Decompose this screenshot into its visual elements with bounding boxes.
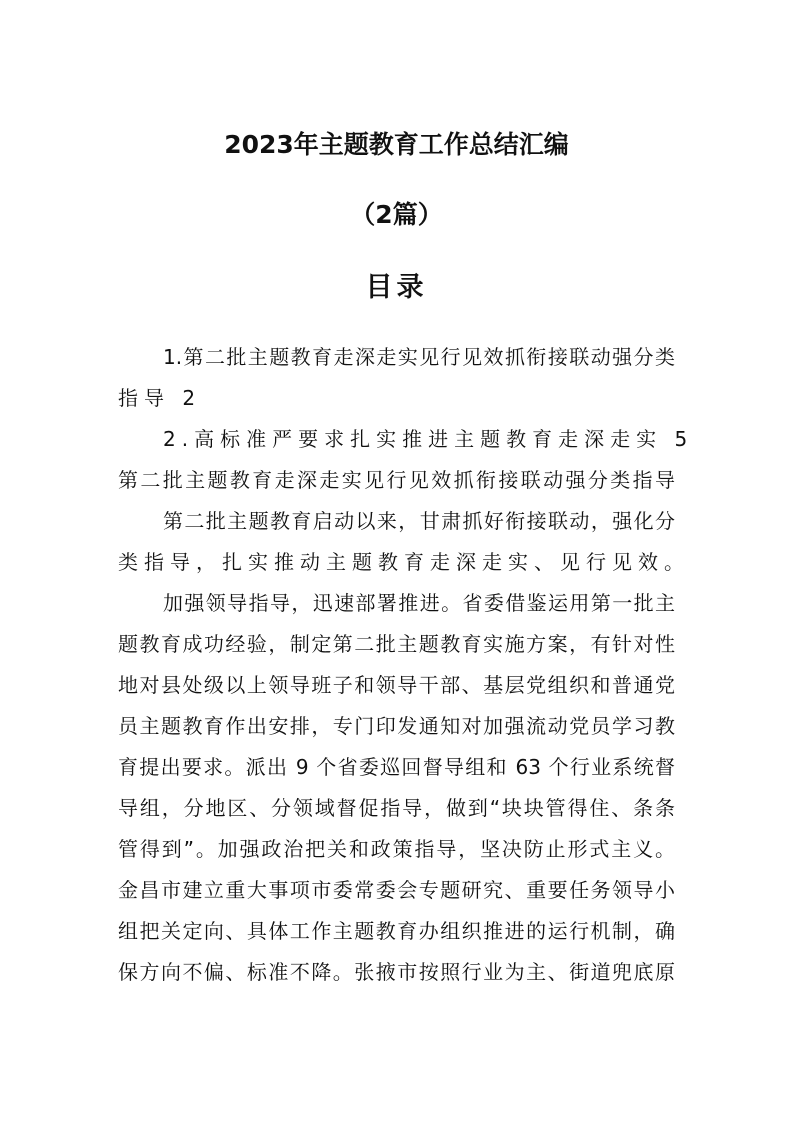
paragraph-line: 管得到”。加强政治把关和政策指导，坚决防止形式主义。 xyxy=(118,837,675,861)
paragraph-line: 金昌市建立重大事项市委常委会专题研究、重要任务领导小 xyxy=(118,878,675,902)
section-heading: 第二批主题教育走深走实见行见效抓衔接联动强分类指导 xyxy=(118,468,675,492)
paragraph-line: 第二批主题教育启动以来，甘肃抓好衔接联动，强化分 xyxy=(163,509,675,533)
toc-entry: 2.高标准严要求扎实推进主题教育走深走实 5 xyxy=(163,427,694,451)
paragraph-line: 员主题教育作出安排，专门印发通知对加强流动党员学习教 xyxy=(118,714,675,738)
document-title: 2023年主题教育工作总结汇编 xyxy=(224,130,569,159)
paragraph-line: 导组，分地区、分领域督促指导，做到“块块管得住、条条 xyxy=(118,796,675,820)
paragraph-line: 加强领导指导，迅速部署推进。省委借鉴运用第一批主 xyxy=(163,591,675,615)
paragraph-line: 类指导，扎实推动主题教育走深走实、见行见效。 xyxy=(118,550,690,574)
toc-entry: 1.第二批主题教育走深走实见行见效抓衔接联动强分类 xyxy=(163,345,675,369)
toc-entry: 指导 2 xyxy=(118,386,202,410)
toc-heading: 目录 xyxy=(365,272,428,303)
paragraph-line: 育提出要求。派出 9 个省委巡回督导组和 63 个行业系统督 xyxy=(118,755,675,779)
paragraph-line: 地对县处级以上领导班子和领导干部、基层党组织和普通党 xyxy=(118,673,675,697)
paragraph-line: 组把关定向、具体工作主题教育办组织推进的运行机制，确 xyxy=(118,919,675,943)
document-subtitle: （2篇） xyxy=(350,200,443,229)
paragraph-line: 保方向不偏、标准不降。张掖市按照行业为主、街道兜底原 xyxy=(118,960,675,984)
paragraph-line: 题教育成功经验，制定第二批主题教育实施方案，有针对性 xyxy=(118,632,675,656)
